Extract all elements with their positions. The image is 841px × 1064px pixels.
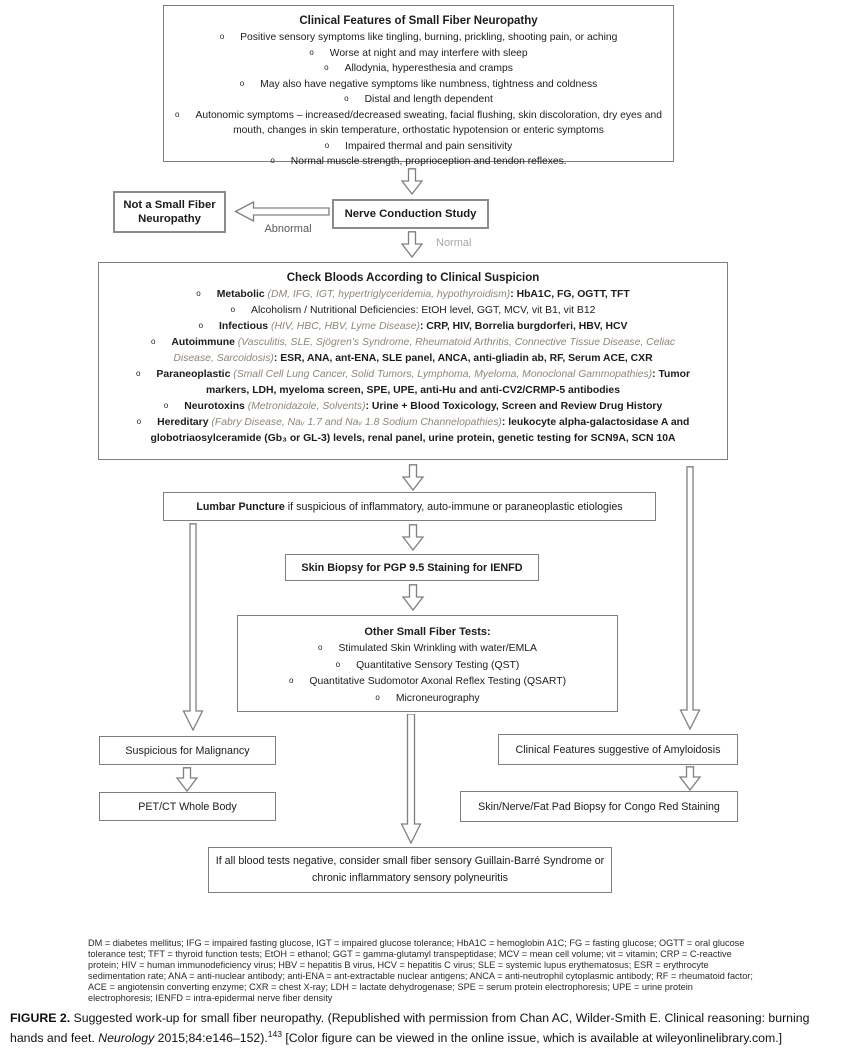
bullet-marker: o [270, 156, 275, 165]
bullet-marker: o [198, 321, 204, 330]
amyloidosis-features-box: Clinical Features suggestive of Amyloidosis [498, 734, 738, 765]
other-tests-bullet: o Quantitative Sudomotor Axonal Reflex Testing (QSART) [288, 676, 567, 687]
clinical-bullet: o Normal muscle strength, proprioception and tendon reflexes. [270, 156, 567, 167]
clinical-bullet: o Autonomic symptoms – increased/decreased sweating, facial flushing, skin discoloration, dry eyes and mouth, changes in skin temperature, orthostatic hypotension or enteric symptoms [175, 109, 662, 136]
bullet-marker: o [136, 417, 142, 426]
left-arrow-icon [233, 201, 330, 223]
bullet-marker: o [375, 692, 380, 702]
normal-label: Normal [436, 237, 472, 249]
bullet-marker: o [335, 659, 341, 669]
bullet-marker: o [318, 643, 323, 652]
journal-name: Neurology [98, 1031, 155, 1046]
blood-item-autoimmune: o Autoimmune (Vasculitis, SLE, Sjögren’s Syndrome, Rheumatoid Arthritis, Connective Tissue Disease, Celiac Disease, Sarcoidosis): ESR, ANA, ant-ENA, SLE panel, ANCA, anti-gliadin ab, RF, Serum ACE, CXR [150, 337, 676, 364]
long-down-arrow-left-icon [180, 523, 206, 731]
clinical-bullet: o Worse at night and may interfere with sleep [309, 47, 528, 59]
other-tests-bullet: o Microneurography [375, 692, 480, 704]
figure-label: FIGURE 2. [10, 1011, 71, 1025]
abbreviations-note: DM = diabetes mellitus; IFG = impaired fasting glucose, IGT = impaired glucose tolerance; HbA1C = hemoglobin A1C; FG = fasting glucose; OGTT = oral glucose tolerance test; TFT = thyroid function tests; EtOH = ethanol; GGT = gamma-glutamyl transpeptidase; MCV = mean cell volume; vit = vitamin; CRP = C-reactive protein; HIV = human immunodeficiency virus; HBV = hepatitis B virus, HCV = hepatitis C virus; SLE = systemic lupus erythematosus; ESR = erythrocyte sedimentation rate; ANA = anti-nuclear antibody; anti-ENA = ant-extractable nuclear antigens; ANCA = anti-neutrophil cytoplasmic antibody; RF = rheumatoid factor; ACE = angiotensin converting enzyme; CXR = chest X-ray; LDH = lactate dehydrogenase; SPE = serum protein electrophoresis; UPE = urine protein electrophoresis; IENFD = intra-epidermal nerve fiber density [88, 938, 753, 1003]
down-arrow-icon [677, 766, 703, 791]
nerve-conduction-study-box: Nerve Conduction Study [332, 199, 489, 229]
blood-item-hereditary: o Hereditary (Fabry Disease, Naᵥ 1.7 and Naᵥ 1.8 Sodium Channelopathies): leukocyte alpha-galactosidase A and globotriaosylceramide (Gb₃ or GL-3) levels, renal panel, urine protein, genetic testing for SCN9A, SCN 10A [136, 417, 690, 444]
other-tests-bullet: o Quantitative Sensory Testing (QST) [335, 659, 520, 671]
bullet-marker: o [309, 47, 314, 57]
congo-red-biopsy-box: Skin/Nerve/Fat Pad Biopsy for Congo Red Staining [460, 791, 738, 822]
suspicious-for-malignancy-box: Suspicious for Malignancy [99, 736, 276, 765]
clinical-bullet: o Distal and length dependent [344, 94, 493, 105]
down-arrow-icon [400, 584, 426, 611]
bullet-marker: o [288, 676, 294, 685]
pet-ct-whole-body-box: PET/CT Whole Body [99, 792, 276, 821]
bullet-marker: o [230, 305, 236, 314]
other-tests-bullet: o Stimulated Skin Wrinkling with water/EMLA [318, 643, 537, 654]
down-arrow-icon [400, 524, 426, 551]
clinical-bullet: o Allodynia, hyperesthesia and cramps [324, 63, 513, 74]
down-arrow-icon [399, 168, 425, 195]
blood-item-infectious: o Infectious (HIV, HBC, HBV, Lyme Disease): CRP, HIV, Borrelia burgdorferi, HBV, HCV [198, 321, 628, 332]
not-small-fiber-neuropathy-box [113, 191, 226, 233]
blood-item-metabolic: o Metabolic (DM, IFG, IGT, hypertriglyceridemia, hypothyroidism): HbA1C, FG, OGTT, TFT [196, 289, 630, 300]
lumbar-puncture-box: Lumbar Puncture if suspicious of inflammatory, auto-immune or paraneoplastic etiologies [163, 492, 656, 521]
blood-item-neurotoxins: o Neurotoxins (Metronidazole, Solvents): Urine + Blood Toxicology, Screen and Review Drug History [163, 401, 663, 412]
down-arrow-icon [399, 231, 425, 258]
check-bloods-box [98, 262, 728, 460]
bullet-marker: o [219, 32, 225, 41]
long-down-arrow-center-icon [398, 714, 424, 844]
clinical-bullet: o Impaired thermal and pain sensitivity [324, 140, 513, 152]
negative-workup-box: If all blood tests negative, consider small fiber sensory Guillain-Barré Syndrome or chronic inflammatory sensory polyneuritis [208, 847, 612, 893]
other-small-fiber-tests-box [237, 615, 618, 712]
clinical-bullet: o Positive sensory symptoms like tingling, burning, prickling, shooting pain, or aching [219, 32, 618, 43]
blood-item-paraneoplastic: o Paraneoplastic (Small Cell Lung Cancer, Solid Tumors, Lymphoma, Myeloma, Monoclonal Gammopathies): Tumor markers, LDH, myeloma screen, SPE, UPE, anti-Hu and anti-CV2/CRMP-5 antibodies [135, 369, 691, 396]
figure-caption: FIGURE 2. Suggested work-up for small fiber neuropathy. (Republished with permission from Chan AC, Wilder-Smith E. Clinical reasoning: burning hands and feet. Neurology 2015;84:e146–152).$^{143}$ [Color figure can be viewed in the online issue, which is available at wileyonlinelibrary.com.] [10, 1011, 810, 1046]
bullet-marker: o [324, 140, 330, 150]
bullet-marker: o [150, 337, 156, 346]
bullet-marker: o [344, 94, 349, 103]
clinical-features-title: Clinical Features of Small Fiber Neuropathy [299, 15, 538, 27]
bullet-marker: o [239, 78, 245, 88]
clinical-bullet: o May also have negative symptoms like numbness, tightness and coldness [239, 78, 598, 90]
down-arrow-icon [174, 767, 200, 792]
bullet-marker: o [324, 63, 329, 72]
not-sfn-line2: Neuropathy [138, 213, 201, 225]
down-arrow-icon [400, 464, 426, 491]
skin-biopsy-box: Skin Biopsy for PGP 9.5 Staining for IENFD [285, 554, 539, 581]
bullet-marker: o [135, 369, 141, 378]
other-tests-title: Other Small Fiber Tests: [364, 626, 491, 638]
abnormal-label: Abnormal [264, 223, 312, 235]
not-sfn-line1: Not a Small Fiber [123, 199, 216, 211]
bullet-marker: o [163, 401, 169, 410]
bullet-marker: o [175, 109, 180, 119]
check-bloods-title: Check Bloods According to Clinical Suspicion [286, 272, 540, 284]
bullet-marker: o [196, 289, 201, 298]
reference-superscript: 143 [267, 1029, 282, 1039]
clinical-features-box [163, 5, 674, 167]
blood-item-alcoholism: o Alcoholism / Nutritional Deficiencies: EtOH level, GGT, MCV, vit B1, vit B12 [230, 305, 596, 316]
long-down-arrow-right-icon [677, 466, 703, 730]
